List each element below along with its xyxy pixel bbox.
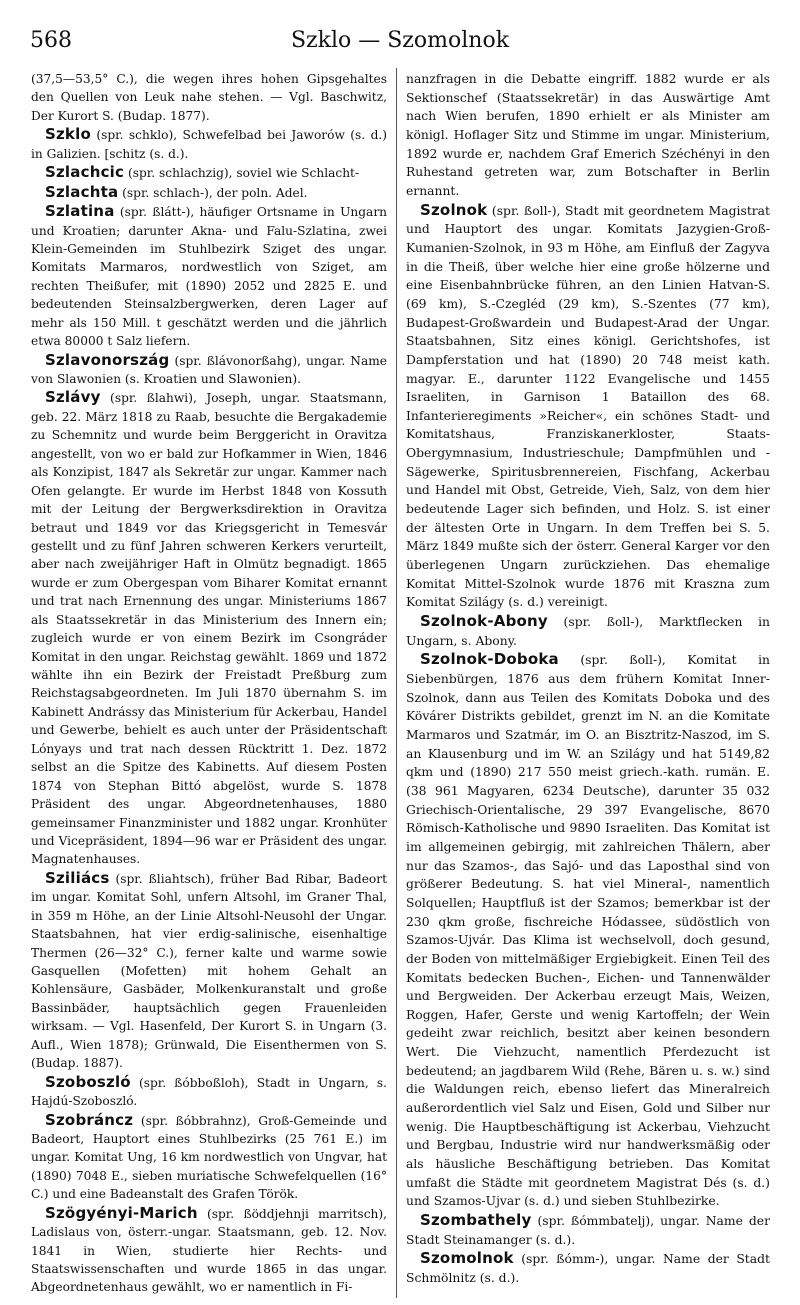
entry-headword: Szombathely <box>420 1211 532 1230</box>
dictionary-entry <box>31 183 387 202</box>
entry-headword: Szlatina <box>45 202 115 221</box>
entry-text: (spr. ßliahtsch), früher Bad Ribar, Badeort im ungar. Komitat Sohl, unfern Altsohl, im Graner Thal, in 359 m Höhe, an der Linie Altsohl-Neusohl der Ungar. Staatsbahnen, hat vier erdig-salinische, eisenhaltige Thermen (26—32° C.), ferner kalte und warme sowie Gasquellen (Mofetten) mit hohem Gehalt an Kohlensäure, Gasbäder, Molkenkuranstalt und große Bassinbäder, hauptsächlich gegen Frauenleiden wirksam. — Vgl. Hasenfeld, Der Kurort S. in Ungarn (3. Aufl., Wien 1878); Grünwald, Die Eisenthermen von S. (Budap. 1887). <box>31 871 387 1071</box>
dictionary-entry <box>31 1073 387 1111</box>
column-divider <box>396 68 397 1298</box>
entry-text: (spr. ßoll-), Stadt mit geordnetem Magistrat und Hauptort des ungar. Komitats Jazygien-Groß-Kumanien-Szolnok, in 93 m Höhe, am Einfluß der Zagyva in die Theiß, über welche hier eine große hölzerne und eine Eisenbahnbrücke führen, an den Linien Hatvan-S. (69 km), S.-Czegléd (29 km), S.-Szentes (77 km), Budapest-Großwardein und Budapest-Arad der Ungar. Staatsbahnen, Sitz eines königl. Gerichtshofes, ist Dampferstation und hat (1890) 20 748 meist kath. magyar. E., darunter 1122 Evangelische und 1455 Israeliten, in Garnison 1 Bataillon des 68. Infanterieregiments »Reicher«, ein schönes Stadt- und Komitatshaus, Franziskanerkloster, Staats-Obergymnasium, Industrieschule; Dampfmühlen und -Sägewerke, Spiritusbrennereien, Fischfang, Ackerbau und Handel mit Obst, Getreide, Vieh, Salz, von dem hier bedeutende Lager sich befinden, und Holz. S. ist einer der ältesten Orte in Ungarn. In dem Treffen bei S. 5. März 1849 mußte sich der österr. General Karger vor den überlegenen Ungarn zurückziehen. Das ehemalige Komitat Mittel-Szolnok wurde 1876 mit Kraszna zum Komitat Szilágy (s. d.) vereinigt. <box>406 203 770 610</box>
entry-headword: Szomolnok <box>420 1249 514 1268</box>
running-title: Szklo — Szomolnok <box>290 28 510 53</box>
entry-headword: Szoboszló <box>45 1072 131 1091</box>
entry-text: (37,5—53,5° C.), die wegen ihres hohen Gipsgehaltes den Quellen von Leuk nahe stehen. — Vgl. Baschwitz, Der Kurort S. (Budap. 1877). <box>31 72 387 123</box>
dictionary-entry <box>406 612 770 650</box>
right-column <box>406 70 770 1288</box>
dictionary-entry <box>406 1211 770 1249</box>
entry-headword: Szlavonország <box>45 350 170 369</box>
entry-continuation <box>31 70 387 125</box>
dictionary-entry <box>406 201 770 612</box>
entry-text: (spr. ßómm-), ungar. Name der Stadt Schmölnitz (s. d.). <box>406 1252 770 1285</box>
dictionary-entry <box>31 869 387 1073</box>
page-number: 568 <box>30 28 72 53</box>
entry-text: (spr. ßóbbrahnz), Groß-Gemeinde und Badeort, Hauptort eines Stuhlbezirks (25 761 E.) im ungar. Komitat Ung, 16 km nordwestlich von Ungvar, hat (1890) 7048 E., sieben muriatische Schwefelquellen (16° C.) und eine Badeanstalt des Grafen Török. <box>31 1113 387 1202</box>
dictionary-entry <box>406 650 770 1211</box>
entry-text: (spr. ßóbboßloh), Stadt in Ungarn, s. Hajdú-Szoboszló. <box>31 1075 387 1109</box>
entry-text: (spr. ßoll-), Marktflecken in Ungarn, s. Abony. <box>406 615 770 648</box>
dictionary-entry <box>31 1204 387 1297</box>
dictionary-entry <box>31 388 387 868</box>
entry-headword: Szobráncz <box>45 1110 134 1129</box>
entry-text: (spr. ßlátt-), häufiger Ortsname in Ungarn und Kroatien; darunter Akna- und Falu-Szlatina, zwei Klein-Gemeinden im Stuhlbezirk Sziget des ungar. Komitats Marmaros, nordwestlich von Sziget, am rechten Theißufer, mit (1890) 2052 und 2825 E. und bedeutenden Steinsalzbergwerken, deren Lager auf mehr als 150 Mill. t geschätzt werden und die jährlich etwa 80000 t Salz liefern. <box>31 205 387 349</box>
entry-headword: Szolnok <box>420 200 488 219</box>
dictionary-entry <box>31 125 387 163</box>
entry-text: (spr. ßoll-), Komitat in Siebenbürgen, 1876 aus dem frühern Komitat Inner-Szolnok, dann aus Teilen des Komitats Doboka und des Kövárer Distrikts gebildet, grenzt im N. an die Komitate Marmaros und Szatmár, im O. an Bisztritz-Naszod, im S. an Klausenburg und im W. an Szilágy und hat 5149,82 qkm und (1890) 217 550 meist griech.-kath. rumän. E. (38 961 Magyaren, 6234 Deutsche), darunter 35 032 Griechisch-Orientalische, 29 397 Evangelische, 8670 Römisch-Katholische und 9890 Israeliten. Das Komitat ist im allgemeinen gebirgig, mit zahlreichen Thälern, aber nur das Szamos-, das Sajó- und das Laposthal sind von größerer Bedeutung. S. hat viel Mineral-, namentlich Solquellen; Hauptfluß ist der Szamos; bemerkbar ist der 230 qkm große, fischreiche Hódassee, südöstlich von Szamos-Ujvár. Das Klima ist wechselvoll, doch gesund, der Boden von mittelmäßiger Ergiebigkeit. Einen Teil des Komitats bedecken Buchen-, Eichen- und Tannenwälder und Bergweiden. Der Ackerbau erzeugt Mais, Weizen, Roggen, Hafer, Gerste und wenig Kartoffeln; der Wein gedeiht zwar reichlich, besitzt aber keinen besondern Wert. Die Viehzucht, namentlich Pferdezucht ist bedeutend; an jagdbarem Wild (Rehe, Bären u. s. w.) sind die Waldungen reich, ebenso liefert das Mineralreich außerordentlich viel Salz und Eisen, Gold und Silber nur wenig. Die Hauptbeschäftigung ist Ackerbau, Viehzucht und Bergbau, Industrie wird nur handwerksmäßig oder als häusliche Beschäftigung betrieben. Das Komitat umfaßt die Städte mit geordnetem Magistrat Dés (s. d.) und Szamos-Ujvar (s. d.) und sieben Stuhlbezirke. <box>406 653 770 1209</box>
page-header <box>30 28 770 64</box>
entry-continuation <box>406 70 770 201</box>
entry-text: (spr. ßómmbatelj), ungar. Name der Stadt Steinamanger (s. d.). <box>406 1214 770 1247</box>
dictionary-entry <box>31 1111 387 1204</box>
entry-headword: Szlachcic <box>45 163 125 182</box>
dictionary-entry <box>31 163 387 182</box>
entry-headword: Szolnok-Doboka <box>420 650 559 669</box>
entry-headword: Sziliács <box>45 868 110 887</box>
left-column <box>31 70 387 1297</box>
dictionary-entry <box>406 1249 770 1287</box>
dictionary-entry <box>31 351 387 389</box>
entry-text: (spr. ßöddjehnji marritsch), Ladislaus von, österr.-ungar. Staatsmann, geb. 12. Nov. 1841 in Wien, studierte hier Rechts- und Staatswissenschaften und wurde 1865 in das ungar. Abgeordnetenhaus gewählt, wo er namentlich in Fi- <box>31 1206 387 1295</box>
entry-headword: Szlávy <box>45 388 101 407</box>
entry-text: nanzfragen in die Debatte eingriff. 1882 wurde er als Sektionschef (Staatssekretär) in das Auswärtige Amt nach Wien berufen, 1890 erhielt er als Minister am königl. Hoflager Sitz und Stimme im ungar. Ministerium, 1892 wurde er, nachdem Graf Emerich Széchényi in den Ruhestand getreten war, zum Botschafter in Berlin ernannt. <box>406 72 770 198</box>
entry-headword: Szögyényi-Marich <box>45 1203 198 1222</box>
entry-text: (spr. ßlahwi), Joseph, ungar. Staatsmann, geb. 22. März 1818 zu Raab, besuchte die Bergakademie zu Schemnitz und wurde beim Berggericht in Oravitza angestellt, von wo er bald zur Hofkammer in Wien, 1846 als Konzipist, 1847 als Sekretär zur ungar. Kammer nach Ofen gelangte. Er wurde im Herbst 1848 von Kossuth mit der Leitung der Bergwerksdirektion in Oravitza betraut und 1849 vor das Kriegsgericht in Temesvár gestellt und zu fünf Jahren schweren Kerkers verurteilt, aber nach zweijähriger Haft in Olmütz begnadigt. 1865 wurde er zum Obergespan vom Biharer Komitat ernannt und trat nach Ernennung des ungar. Ministeriums 1867 als Staatssekretär in das Ministerium des Innern ein; zugleich wurde er von einem Bezirk im Csongráder Komitat in den ungar. Reichstag gewählt. 1869 und 1872 wählte ihn ein Bezirk der Freistadt Preßburg zum Reichstagsabgeordneten. Im Juli 1870 übernahm S. im Kabinett Andrássy das Ministerium für Ackerbau, Handel und Gewerbe, behielt es auch unter der Präsidentschaft Lónyays und trat nach dessen Rücktritt 1. Dez. 1872 selbst an die Spitze des Kabinetts. Auf diesem Posten 1874 von Stephan Bittó abgelöst, wurde S. 1878 Präsident des ungar. Abgeordnetenhauses, 1880 gemeinsamer Finanzminister und 1882 ungar. Kronhüter und Vicepräsident, 1894—96 war er Präsident des ungar. Magnatenhauses. <box>31 391 387 867</box>
entry-text: (spr. ßlávonorßahg), ungar. Name von Slawonien (s. Kroatien und Slawonien). <box>31 353 387 386</box>
entry-headword: Szolnok-Abony <box>420 612 548 631</box>
dictionary-entry <box>31 202 387 351</box>
entry-headword: Szklo <box>45 125 91 144</box>
entry-text: (spr. schklo), Schwefelbad bei Jaworów (s. d.) in Galizien. [schitz (s. d.). <box>31 128 387 161</box>
entry-headword: Szlachta <box>45 182 119 201</box>
entry-text: (spr. schlach-), der poln. Adel. <box>118 185 308 200</box>
entry-text: (spr. schlachzig), soviel wie Schlacht- <box>124 166 360 181</box>
